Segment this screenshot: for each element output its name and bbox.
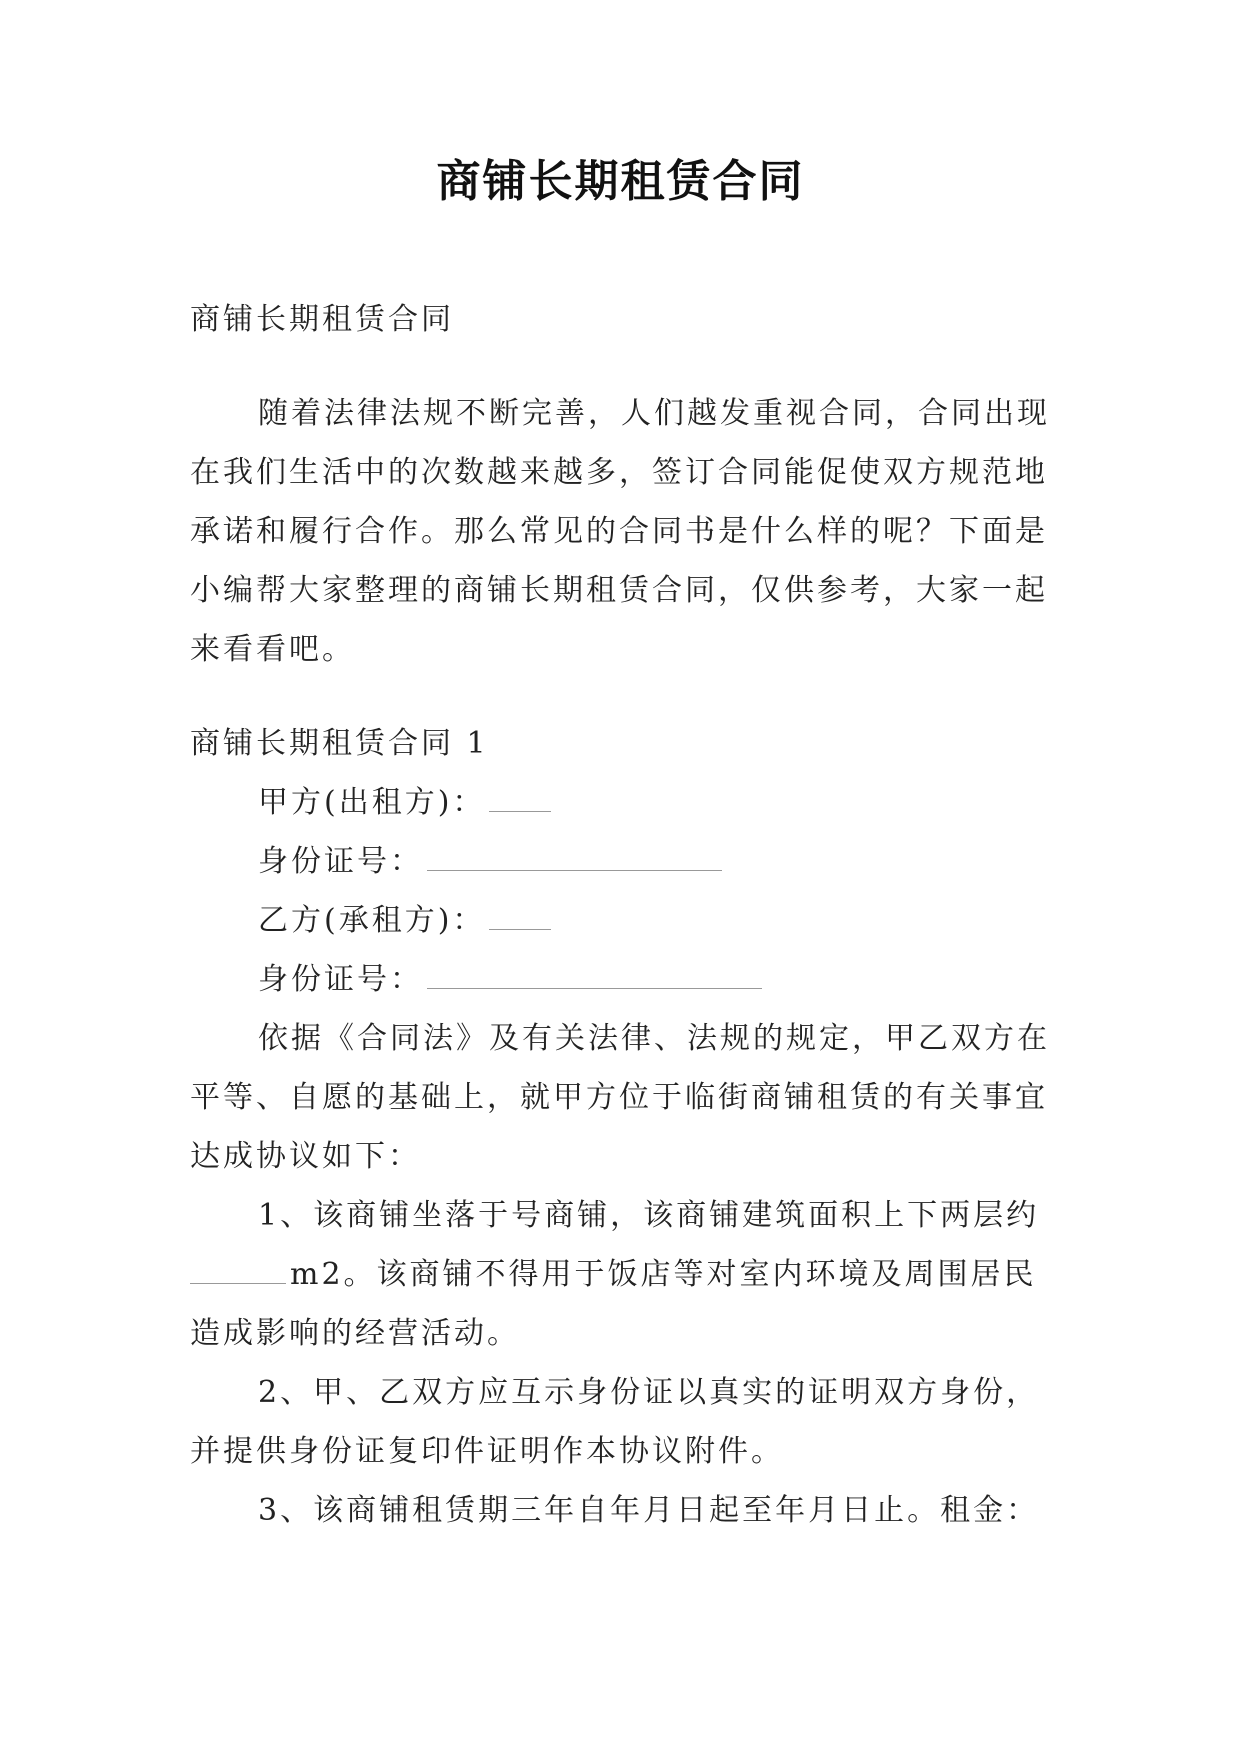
area-blank [190, 1257, 286, 1284]
clause-1-text: m2。该商铺不得用于饭店等对室内环境及周围居民 [290, 1257, 1037, 1292]
party-a-id-blank [427, 844, 722, 871]
party-a-id-label: 身份证号： [258, 844, 423, 879]
party-b-row [190, 891, 1050, 950]
clause-1-line-area [190, 1245, 1050, 1304]
section-heading: 商铺长期租赁合同 1 [190, 726, 489, 761]
spacer [190, 679, 1050, 714]
party-b-id-label: 身份证号： [258, 962, 423, 997]
basis-line: 依据《合同法》及有关法律、法规的规定，甲乙双方在 [258, 1021, 1050, 1056]
intro-line: 承诺和履行合作。那么常见的合同书是什么样的呢？下面是 [190, 514, 1048, 549]
party-b-blank [489, 903, 551, 930]
party-a-blank [489, 785, 551, 812]
party-a-label: 甲方(出租方)： [258, 785, 486, 820]
basis-line: 平等、自愿的基础上，就甲方位于临街商铺租赁的有关事宜 [190, 1080, 1048, 1115]
party-a-row [190, 773, 1050, 832]
intro-line: 在我们生活中的次数越来越多，签订合同能促使双方规范地 [190, 455, 1048, 490]
clause-3-line: 3、该商铺租赁期三年自年月日起至年月日止。租金： [258, 1493, 1040, 1528]
clause-1-line: 造成影响的经营活动。 [190, 1316, 520, 1351]
clause-2-line: 2、甲、乙双方应互示身份证以真实的证明双方身份， [258, 1375, 1040, 1410]
party-a-id-row [190, 832, 1050, 891]
document-title: 商铺长期租赁合同 [436, 156, 805, 207]
basis-line: 达成协议如下： [190, 1139, 421, 1174]
intro-line: 随着法律法规不断完善，人们越发重视合同，合同出现 [258, 396, 1050, 431]
party-b-label: 乙方(承租方)： [258, 903, 486, 938]
clause-2-line: 并提供身份证复印件证明作本协议附件。 [190, 1434, 784, 1469]
party-b-id-row [190, 950, 1050, 1009]
document-subtitle: 商铺长期租赁合同 [190, 302, 454, 337]
intro-line: 来看看吧。 [190, 632, 355, 667]
spacer [190, 349, 1050, 384]
clause-1-line: 1、该商铺坐落于号商铺，该商铺建筑面积上下两层约 [258, 1198, 1040, 1233]
intro-line: 小编帮大家整理的商铺长期租赁合同，仅供参考，大家一起 [190, 573, 1048, 608]
party-b-id-blank [427, 962, 762, 989]
document-body [190, 290, 1050, 1540]
